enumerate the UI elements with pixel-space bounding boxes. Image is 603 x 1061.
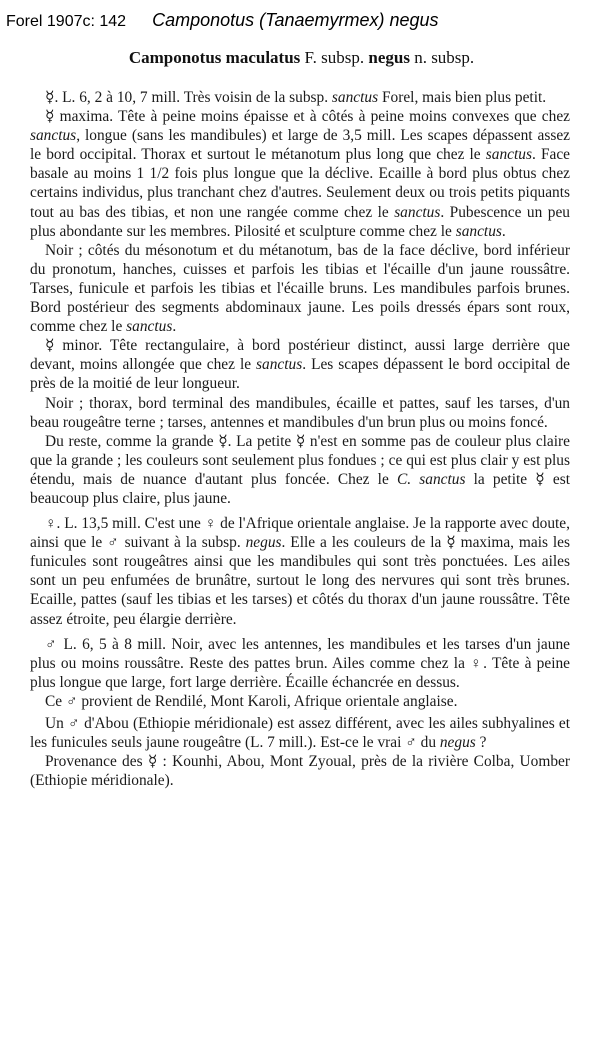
title-author: F. subsp. [304,48,365,67]
paragraph-male: ♂ L. 6, 5 à 8 mill. Noir, avec les antennes, les mandibules et les tarses d'un jaune plus ou moins roussâtre. Reste des pattes brun. Ailes comme chez la ♀. Tête à peine plus longue que large, fort large derrière. Écaille échancrée en dessus. [30,635,570,691]
header-title: Camponotus (Tanaemyrmex) negus [152,10,439,30]
paragraph-male-origin: Ce ♂ provient de Rendilé, Mont Karoli, Afrique orientale anglaise. [45,692,458,710]
paragraph-comparison: Du reste, comme la grande ☿. La petite ☿ n'est en somme pas de couleur plus claire que la grande ; les couleurs sont seulement plus fondues ; ce qui est plus clair y est plus étendu, mais de nuance d'autant plus foncée. Chez le C. sanctus la petite ☿ est beaucoup plus claire, plus jaune. [30,432,570,507]
page-header [6,10,439,31]
header-reference: Forel 1907c: 142 [6,13,127,30]
paragraph-minor-coloration: Noir ; thorax, bord terminal des mandibules, écaille et pattes, sauf les tarses, d'un beau rougeâtre terne ; tarses, antennes et mandibules d'un brun plus ou moins foncé. [30,394,570,431]
paragraph-maxima-coloration: Noir ; côtés du mésonotum et du métanotum, bas de la face déclive, bord inférieur du pronotum, hanches, cuisses et parfois les tibias et l'écaille d'un jaune roussâtre. Tarses, funicule et parfois les tibias et l'écaille bruns. Les mandibules parfois brunes. Bord postérieur des segments abdominaux jaune. Les poils dressés épars sont roux, comme chez le sanctus. [30,241,570,336]
title-subspecies: negus [368,48,410,67]
document-title [0,48,603,68]
paragraph-worker-maxima: ☿ maxima. Tête à peine moins épaisse et à côtés à peine moins convexes que chez sanctus, longue (sans les mandibules) et large de 3,5 mill. Les scapes dépassent assez le bord occipital. Thorax et surtout le métanotum plus long que chez le sanctus. Face basale au moins 1 1/2 fois plus longue que la déclive. Ecaille à bord plus obtus chez certains individus, plus tranchant chez d'autres. Seulement deux ou trois petits piquants tout au bas des tibias, et non une rangée comme chez le sanctus. Pubescence un peu plus abondante sur les membres. Pilosité et sculpture comme chez le sanctus. [30,108,571,240]
paragraph-female: ♀. L. 13,5 mill. C'est une ♀ de l'Afrique orientale anglaise. Je la rapporte avec doute, ainsi que le ♂ suivant à la subsp. negus. Elle a les couleurs de la ☿ maxima, mais les funicules sont rougeâtres ainsi que les mandibules qui sont très ponctuées. Les ailes sont un peu enfumées de brunâtre, surtout le long des nervures qui sont très brunes. Ecaille, pattes (sauf les tibias et les tarses) et côtés du thorax d'un jaune roussâtre. Tête assez étroite, peu élargie derrière. [30,515,571,628]
title-status: n. subsp. [414,48,475,67]
title-species: Camponotus maculatus [128,48,301,67]
paragraph-abou-male: Un ♂ d'Abou (Ethiopie méridionale) est assez différent, avec les ailes subhyalines et les funicules seuls jaune rougeâtre (L. 7 mill.). Est-ce le vrai ♂ du negus ? [30,715,570,752]
paragraph-provenance: Provenance des ☿ : Kounhi, Abou, Mont Zyoual, près de la rivière Colba, Uomber (Ethiopie méridionale). [30,753,570,790]
paragraph-worker-minor: ☿ minor. Tête rectangulaire, à bord postérieur distinct, aussi large derrière que devant, moins allongée que chez le sanctus. Les scapes dépassent le bord occipital de près de la moitié de leur longueur. [30,337,571,393]
document-body [30,88,570,790]
paragraph-worker-description: ☿. L. 6, 2 à 10, 7 mill. Très voisin de la subsp. sanctus Forel, mais bien plus petit. [45,89,547,106]
